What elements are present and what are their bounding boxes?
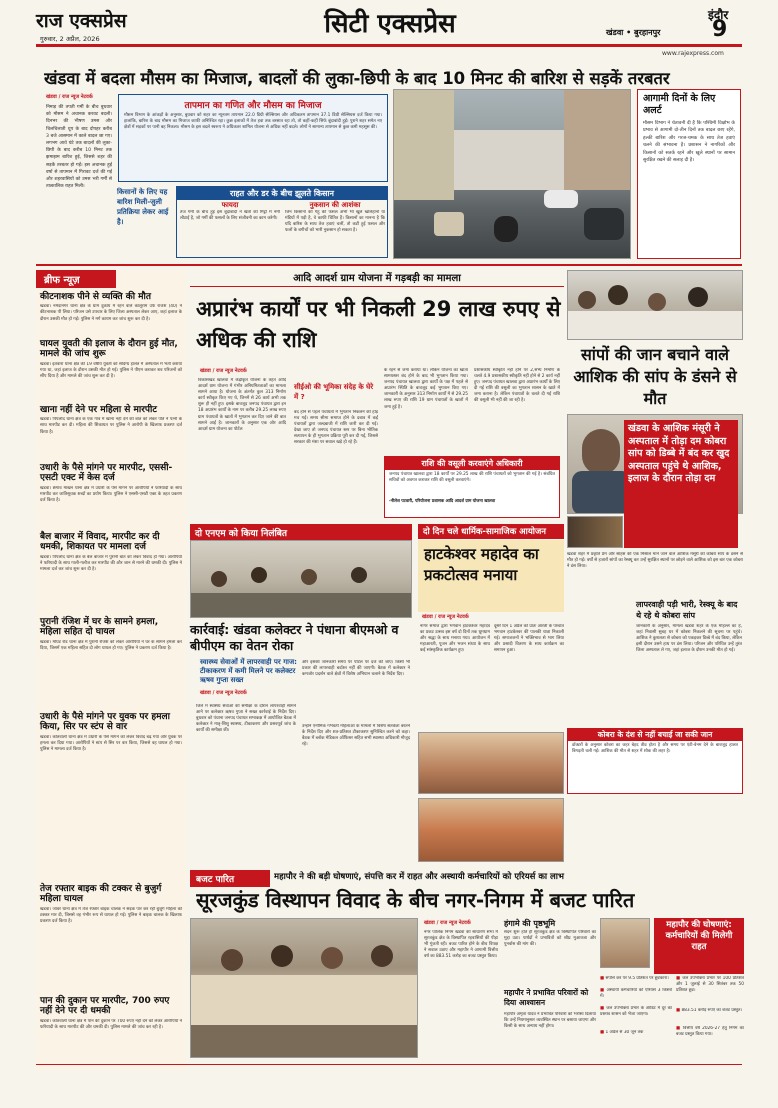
city-name: इंदौर <box>708 8 729 22</box>
brief-item <box>40 463 182 516</box>
masthead-rule <box>36 44 742 47</box>
temperature-box-title: तापमान का गणित और मौसम का मिजाज <box>184 101 322 111</box>
brief-item-title: तेज रफ्तार बाइक की टक्कर से बुजुर्ग महिला घायल <box>40 884 162 905</box>
hatkeshwar-col2: दूसरे दिन 1 अप्रैल को प्रातः आरती के पश्चात भगवान हाटकेश्वर की पालकी यात्रा निकाली गई। समाजजनों ने भक्तिभाव से भाग लिया और प्रसादी वितरण के साथ कार्यक्रम का समापन हुआ। <box>494 624 564 654</box>
lead-byline: खंडवा / राज न्यूज नेटवर्क <box>46 94 93 100</box>
budget-point: ■ संपत्ति कर पर 9.5 प्रतिशत पर छूटकारा। <box>600 976 669 981</box>
adarsh-ceo-title: सीईओ की भूमिका संदेह के घेरे में ? <box>294 383 374 401</box>
brief-item <box>40 405 182 453</box>
brief-label: ब्रीफ न्यूज़ <box>36 270 116 288</box>
budget-col1: नगर पालिक निगम खंडवा की साधारण सभा में सूरजकुंड क्षेत्र के विस्थापित रहवासियों की पीड़ा भी गूंजती रही। बजट पारित होने के बीच विपक्ष ने सवाल उठाए और महापौर ने आगामी वित्तीय वर्ष का 883.51 करोड़ का बजट प्रस्तुत किया। <box>424 930 498 960</box>
cobra-box <box>567 728 743 794</box>
brief-item-text: खंडवा। कोतवाली थाना क्षेत्र में उधारी के पैसे मांगने को लेकर विवाद बढ़ गया और युवक पर हमला कर दिया गया। आरोपियों ने स्टंप से सिर पर वार किया, जिससे वह घायल हो गया। पुलिस ने मामला दर्ज किया है। <box>40 734 182 752</box>
budget-promo-box <box>654 918 744 974</box>
budget-point: ■ जल उपभोक्ता प्रभार के ऑडिट में दूर का प्रस्ताव शासन को भेजा जाएगा। <box>600 1006 672 1018</box>
dnm-col2: और इसकी जानकारी समय पर पोर्टल पर दर्ज की जाए। किसी भी प्रकार की लापरवाही बर्दाश्त नहीं की जाएगी। बैठक में कलेक्टर ने कमजोर प्रदर्शन वाले क्षेत्रों में विशेष अभियान चलाने के निर्देश दिए। <box>302 660 410 678</box>
lead-bottom-rule <box>36 264 742 266</box>
brief-item-title: कीटनाशक पीने से व्यक्ति की मौत <box>40 292 151 302</box>
brief-item-title: बैल बाजार में विवाद, मारपीट कर दी धमकी, शिकायत पर मामला दर्ज <box>40 532 160 553</box>
brief-item-text: खंडवा। मोघट रोड थाना क्षेत्र में पुरानी रंजिश को लेकर आरोपियों ने घर के सामने हमला कर दिया, जिसमें एक महिला सहित दो लोग घायल हो गए। पुलिस ने प्रकरण दर्ज किया है। <box>40 639 182 651</box>
brief-item <box>40 292 182 334</box>
hatkeshwar-headline: हाटकेश्वर महादेव का प्रकटोत्सव मनाया <box>424 545 539 584</box>
snake-text-2: जानकारी के अनुसार, मामला खंडवा शहर के एक मोहल्ले का है, जहां निवासी सुबह घर में कोबरा निकलने की सूचना पर पहुंचे। आशिक ने कुशलता से कोबरा को पकड़कर डिब्बे में बंद किया, लेकिन इसी दौरान उसने हाथ पर डंस लिया। परिजन और परिचित उन्हें तुरंत जिला अस्पताल ले गए, जहां इलाज के दौरान उनकी मौत हो गई। <box>636 624 742 654</box>
snake-overlay-text: खंडवा के आशिक मंसूरी ने अस्पताल में तोड़ा दम कोबरा सांप को डिब्बे में बंद कर खुद अस्पताल पहुंचे थे आशिक, इलाज के दौरान तोड़ा दम <box>628 423 730 484</box>
brief-item <box>40 884 182 967</box>
brief-item-title: पुरानी रंजिश में घर के सामने हमला, महिला सहित दो घायल <box>40 617 159 638</box>
adarsh-byline: खंडवा / राज न्यूज नेटवर्क <box>200 368 247 374</box>
snake-headline: सांपों की जान बचाने वाले आशिक की सांप के डंसने से मौत <box>573 345 737 408</box>
edition-names: खंडवा • बुरहानपुर <box>606 28 661 37</box>
brief-item <box>40 339 182 398</box>
cobra-photo <box>567 516 623 548</box>
dnm-byline: खंडवा / राज न्यूज नेटवर्क <box>200 690 247 696</box>
budget-bg-text: सदन शुरू होते ही सूरजकुंड क्षेत्र के विस्थापित परिवारों का मुद्दा उठा। पार्षदों ने प्रभावितों को शीघ्र मुआवजा और पुनर्वास की मांग की। <box>504 930 596 948</box>
hatkeshwar-headline-box <box>418 540 564 612</box>
paper-logo: राज एक्सप्रेस <box>36 10 127 32</box>
budget-mayor-title: महापौर ने प्रभावित परिवारों को दिया आश्वासन <box>504 988 589 1007</box>
page-bottom-rule <box>36 1064 742 1065</box>
masthead <box>0 0 778 60</box>
dnm-col3: उन्होंने एनीमिक गर्भवती महिलाओं के मामलों में विशेष सतर्कता बरतने के निर्देश दिए और शत-प्रतिशत टीकाकरण सुनिश्चित करने को कहा। बैठक में ब्लॉक मेडिकल ऑफिसर सहित सभी स्वास्थ्य अधिकारी मौजूद रहे। <box>302 724 410 748</box>
snake-overlay-box <box>624 420 738 548</box>
brief-item-title: खाना नहीं देने पर महिला से मारपीट <box>40 405 157 415</box>
dnm-headline: कार्रवाई: खंडवा कलेक्टर ने पंधाना बीएमओ व बीपीएम का वेतन रोका <box>190 622 399 653</box>
loss-col <box>285 201 385 252</box>
hatkeshwar-tag: दो दिन चले धार्मिक-सामाजिक आयोजन <box>418 524 564 539</box>
brief-item-title: उधारी के पैसे मांगने पर युवक पर हमला किया, सिर पर स्टंप से वार <box>40 712 170 733</box>
dnm-col1: जिले में स्वास्थ्य सेवाओं की समीक्षा के दौरान लापरवाही सामने आने पर कलेक्टर ऋषव गुप्ता ने सख्त कार्रवाई के निर्देश दिए। बुधवार को पंधाना जनपद पंचायत सभाकक्ष में आयोजित बैठक में कलेक्टर ने मातृ-शिशु स्वास्थ्य, टीकाकरण और प्रसवपूर्व जांच के कार्यों की समीक्षा की। <box>196 704 296 734</box>
brief-item-text: खंडवा। पिपलोद थाना क्षेत्र के एक गांव में खाना नहीं देने की बात को लेकर पति ने पत्नी के साथ मारपीट कर दी। महिला की शिकायत पर पुलिस ने आरोपी के खिलाफ प्रकरण दर्ज किया है। <box>40 417 182 435</box>
budget-kicker: महापौर ने की बड़ी घोषणाएं, संपत्ति कर में राहत और अस्थायी कर्मचारियों को एरियर्स का लाभ <box>274 872 564 882</box>
adarsh-ceo-box <box>294 382 378 410</box>
farmers-box-title: राहत और डर के बीच झूलते किसान <box>177 187 387 200</box>
brief-item-text: खंडवा। कोतवाली थाना क्षेत्र में पान की दुकान पर 700 रुपए नहीं देने को लेकर आरोपियों ने फरियादी के साथ मारपीट की और धमकी दी। पुलिस मामले की जांच कर रही है। <box>40 1018 182 1030</box>
recovery-title: राशि की वसूली करवाएंगे अधिकारी <box>385 457 559 470</box>
hatkeshwar-byline: खंडवा / राज न्यूज नेटवर्क <box>422 614 469 620</box>
benefit-col <box>180 201 280 252</box>
adarsh-col4: प्रशासकीय स्वीकृति नहीं होने पर 2,सभ्य निर्माण के चलते 4.9 प्रशासकीय स्वीकृति नहीं होने से 2 कार्य नहीं हुए। जनपद पंचायत खालवा द्वारा अप्रारंभ कार्यों के लिए दी गई राशि की वसूली का भुगतान शासन के खाते में जमा कराना है। लेकिन पंचायतों के चलते दी गई राशि की वसूली भी नहीं की जा रही है। <box>474 368 560 404</box>
brief-item <box>40 617 182 688</box>
adarsh-col2: बंद होने से पहले पंचायतों में भुगतान निकलने की होड़ मच गई। समय सीमा समाप्त होने के दबाव में कई पंचायतों द्वारा जल्दबाजी में राशि जारी कर दी गई। देखा जाए तो जनपद पंचायत स्तर पर बिना भौतिक सत्यापन के ही भुगतान प्रक्रिया पूरी कर दी गई, जिससे सरकार की मंशा पर सवाल खड़े हो रहे हैं। <box>294 410 378 446</box>
lead-headline: खंडवा में बदला मौसम का मिजाज, बादलों की लुका-छिपी के बाद 10 मिनट की बारिश से सड़कें तरबतर <box>44 69 670 88</box>
rain-street-photo <box>393 89 631 259</box>
temperature-box <box>118 94 388 182</box>
budget-headline: सूरजकुंड विस्थापन विवाद के बीच नगर-निगम में बजट पारित <box>196 888 635 912</box>
budget-point: ■ वित्तीय वर्ष 2026-27 हेतु निगम का बजट प्रस्तुत किया गया। <box>676 1026 744 1038</box>
forecast-text: मौसम विभाग ने चेतावनी दी है कि पश्चिमी विक्षोभ के प्रभाव से आगामी दो-तीन दिनों तक बादल छाए रहेंगे, हल्की बारिश और गरज-चमक के साथ तेज हवाएं चलने की संभावना है। प्रशासन ने नागरिकों और किसानों को सतर्क रहने और खुले स्थानों पर सामान सुरक्षित रखने की सलाह दी है। <box>643 121 735 164</box>
brief-item-text: खंडवा। इतवारा थाना क्षेत्र की 19 वर्षीय युवती को संदिग्ध हालत में अस्पताल में भर्ती कराया गया था, जहां इलाज के दौरान उसकी मौत हो गई। पुलिस ने पीएम कराकर शव परिजनों को सौंप दिया है और मामले की जांच शुरू कर दी है। <box>40 361 182 379</box>
cobra-box-text: डॉक्टरों के अनुसार कोबरा का जहर बेहद तीव्र होता है और समय पर एंटी-वेनम देने के बावजूद हालत बिगड़ती चली गई। आशिक की मौत से शहर में शोक की लहर है। <box>572 743 738 755</box>
temperature-box-text: मौसम विभाग के आंकड़ों के अनुसार, बुधवार को शहर का न्यूनतम तापमान 22.0 डिग्री सेल्सियस और अधिकतम तापमान 37.1 डिग्री सेल्सियस दर्ज किया गया। हालांकि, बारिश के बाद मौसम का मिजाज काफी अनिश्चित रहा। कुछ इलाकों में तेज हवा तक बरसात रहा तो, तो कहीं-कहीं सिर्फ बूंदाबांदी हुई। पुराने शहर समेत नए क्षेत्रों में सड़कों पर पानी बह निकला। मौसम के इस बदले स्वरूप ने अधिकतर शामिल योजना से अधिक नहीं बदले। लोगों ने सामान्य तापमान से कुछ कमी महसूस की। <box>124 113 382 131</box>
cobra-box-title: कोबरा के दंश से नहीं बचाई जा सकी जान <box>568 729 742 741</box>
adarsh-col1: विकासखंड खालवा में केंद्रीकृत योजना के तहत आदि आदर्श ग्राम योजना में गंभीर अनियमितताओं का मामला सामने आया है। योजना के अंतर्गत कुल 313 निर्माण कार्य स्वीकृत किए गए थे, जिनमें से 26 कार्य अभी तक शुरू ही नहीं हुए। इसके बावजूद जनपद पंचायत द्वारा इन 18 अप्रारंभ कार्यों के नाम पर करीब 29.25 लाख रुपए ग्राम पंचायतों के खातों में भुगतान कर दिए जाने की बात सामने आई है। जानकारों के अनुसार एक ओर आदि आदर्श ग्राम योजना का पोर्टल <box>198 378 286 432</box>
snake-sub-title: लापरवाही पड़ी भारी, रेस्क्यू के बाद थे रहे थे कोबरा सांप <box>636 600 738 620</box>
brief-item-title: घायल युवती की इलाज के दौरान हुई मौत, मामले की जांच शुरू <box>40 339 178 360</box>
snake-text-2b <box>567 600 631 724</box>
adarsh-col3: के रहने से जमा कराया था। लेकिन योजना का खाता सामयस्तर बंद होने के बाद भी भुगतान किया गया। जनपद पंचायत खालवा द्वारा कार्यों के पक्ष में पहले से अप्रारंभ स्थिति के बावजूद कई भुगतान किए गए। जानकारी के अनुसार 313 निर्माण कार्यों में से 29.25 लाख रुपए की राशि 19 ग्राम पंचायतों के खातों में जमा हुई है। <box>384 368 468 410</box>
budget-byline: खंडवा / राज न्यूज नेटवर्क <box>424 920 471 926</box>
benefit-title: फायदा <box>221 201 239 209</box>
issue-date: गुरुवार, 2 अप्रैल, 2026 <box>40 35 100 43</box>
budget-promo-title: महापौर की घोषणाएं: कर्मचारियों की मिलेगी राहत <box>665 920 733 952</box>
budget-meeting-photo <box>190 918 418 1058</box>
forecast-box <box>637 89 741 259</box>
budget-point: ■ 883.51 करोड़ रुपए का बजट प्रस्तुत। <box>676 1008 743 1013</box>
hospital-crowd-photo <box>567 270 743 340</box>
page-number: 9 <box>712 17 728 42</box>
adarsh-kicker: आदि आदर्श ग्राम योजना में गड़बड़ी का मामला <box>190 270 564 287</box>
dnm-tag: दो एनएम को किया निलंबित <box>190 524 412 541</box>
recovery-text: जनपद पंचायत खालवा द्वारा 18 कार्यों पर 29.25 लाख की राशि पंचायतों को भुगतान की गई है। संबंधित सचिवों को अवगत कराकर राशि की वसूली करवाएंगे। <box>389 472 555 484</box>
brief-item-text: खंडवा। नर्मदानगर थाना क्षेत्र के ग्राम दुकाय में रहने वाले कालूराम उर्फ राजेश (40) ने कीटनाशक पी लिया। परिजन उसे उपचार के लिए जिला अस्पताल लेकर आए, जहां इलाज के दौरान उसकी मौत हो गई। पुलिस ने मर्ग कायम कर जांच शुरू कर दी है। <box>40 304 182 322</box>
hatkeshwar-photo-1 <box>418 732 564 794</box>
loss-title: नुकसान की आशंका <box>309 201 361 209</box>
brief-item-title: पान की दुकान पर मारपीट, 700 रुपए नहीं देने पर दी धमकी <box>40 996 170 1017</box>
section-title: सिटी एक्सप्रेस <box>324 9 456 39</box>
website-link[interactable]: www.rajexpress.com <box>662 50 724 57</box>
lead-intro: निमाड़ की तपती गर्मी के बीच बुधवार को मौसम ने अचानक करवट बदली। दिनभर की भीषण उमस और चिलचिलाती धूप के बाद दोपहर करीब 3 बजे आसमान में काले बादल छा गए। लगभग आधे घंटे तक बादलों की लुका-छिपी के बाद करीब 10 मिनट तक झमाझम बारिश हुई, जिससे शहर की सड़कें तरबतर हो गईं। इस अचानक हुई वर्षा से तापमान में गिरावट दर्ज की गई और शहरवासियों को उमस भरी गर्मी से तात्कालिक राहत मिली। <box>46 105 112 190</box>
budget-points-left <box>600 976 672 1042</box>
farmers-quote: किसानों के लिए यह बारिश मिली-जुली प्रतिक्रिया लेकर आई है। <box>117 188 169 226</box>
brief-item-text: खंडवा। जावर थाना क्षेत्र में तेज रफ्तार बाइक चालक ने सड़क पार कर रही बुजुर्ग महिला को टक्कर मार दी, जिससे वह गंभीर रूप से घायल हो गई। पुलिस ने बाइक चालक के खिलाफ प्रकरण दर्ज किया है। <box>40 906 182 924</box>
hatkeshwar-photo-2 <box>418 798 564 862</box>
brief-item <box>40 532 182 603</box>
recovery-signature: -नीलेश पटवारी, परियोजना प्रशासक आदि आदर्श ग्राम योजना खालवा <box>389 498 496 503</box>
hatkeshwar-col1: नागर समाज द्वारा भगवान हाटकेश्वर महादेव का प्रकट उत्सव इस वर्ष दो दिनों तक धूमधाम और श्रद्धा के साथ मनाया गया। आयोजन में महाआरती, पूजन और भजन संध्या के साथ कई सांस्कृतिक कार्यक्रम हुए। <box>420 624 490 654</box>
budget-point: ■ 1 अप्रैल से 30 जून तक <box>600 1030 644 1035</box>
snake-text-1: खंडवा शहर में प्रकृति प्रेम और साहस की एक मिसाल माने जाने वाले आशिक मंसूरी की कोबरा सांप के डंसने से मौत हो गई। वर्षों से हजारों सांपों का रेस्क्यू कर उन्हें सुरक्षित स्थानों पर छोड़ने वाले आशिक को इस बार एक कोबरा ने डंस लिया। <box>567 552 743 570</box>
brief-item <box>40 996 182 1061</box>
adarsh-headline: अप्रारंभ कार्यों पर भी निकली 29 लाख रुपए से अधिक की राशि <box>196 297 561 352</box>
budget-mayor-text: महापौर अमृता यादव ने प्रभावित परिवारों को भरोसा दिलाया कि उन्हें नियमानुसार व्यवस्थित स्थान पर बसाया जाएगा और किसी के साथ अन्याय नहीं होगा। <box>504 1012 596 1030</box>
mayor-photo <box>600 918 650 968</box>
budget-point: ■ अस्थायी कर्मचारियों को एरियर्स 3 किस्तों में। <box>600 988 672 1000</box>
budget-points-right <box>676 976 744 1050</box>
loss-text: जिन किसानों की गेहूं की फसल अभी भी खुले खलिहानों या मंडियों में पड़ी है, वे काफी चिंतित हैं। किसानों का मानना है कि यदि बारिश के साथ तेज हवाएं चलीं, तो कटी हुई फसल और फलों के बगीचों को भारी नुकसान हो सकता है। <box>285 210 385 234</box>
collector-meeting-photo <box>190 540 412 618</box>
brief-item <box>40 712 182 807</box>
brief-item-text: खंडवा। छैगांव माखन थाना क्षेत्र में उधारी के पैसे मांगने पर आरोपियों ने फरियादी के साथ मारपीट कर जातिसूचक शब्दों का प्रयोग किया। पुलिस ने एससी-एसटी एक्ट के तहत प्रकरण दर्ज किया है। <box>40 485 182 503</box>
recovery-box <box>384 456 560 518</box>
benefit-text: तेज गर्मी के बीच हुई इस बूंदाबांदी ने खेतों की मिट्टी में नमी लौटाई है, जो गर्मी की फसलों के लिए संजीवनी का काम करेगी। <box>180 210 280 222</box>
brief-item-text: खंडवा। पिपलोद थाना क्षेत्र के बैल बाजार में पुरानी बात को लेकर विवाद हो गया। आरोपियों ने फरियादी के साथ गाली-गलौज कर मारपीट की और जान से मारने की धमकी दी। पुलिस ने मामला दर्ज कर जांच शुरू कर दी है। <box>40 554 182 572</box>
budget-bg-title: हंगामे की पृष्ठभूमि <box>504 919 556 928</box>
budget-tag: बजट पारित <box>190 870 270 887</box>
forecast-title: आगामी दिनों के लिए अलर्ट <box>643 93 716 116</box>
brief-item-title: उधारी के पैसे मांगने पर मारपीट, एससी-एसटी एक्ट में केस दर्ज <box>40 463 173 484</box>
budget-point: ■ जल उपभोक्ता प्रभार पर 100 प्रतिशत और 1 जुलाई से 30 सितंबर तक 50 प्रतिशत छूट। <box>676 976 744 994</box>
dnm-sub: स्वास्थ्य सेवाओं में लापरवाही पर गाज: टीकाकरण में कमी मिलने पर कलेक्टर ऋषव गुप्ता सख्त <box>200 658 297 684</box>
farmers-box <box>176 186 388 258</box>
